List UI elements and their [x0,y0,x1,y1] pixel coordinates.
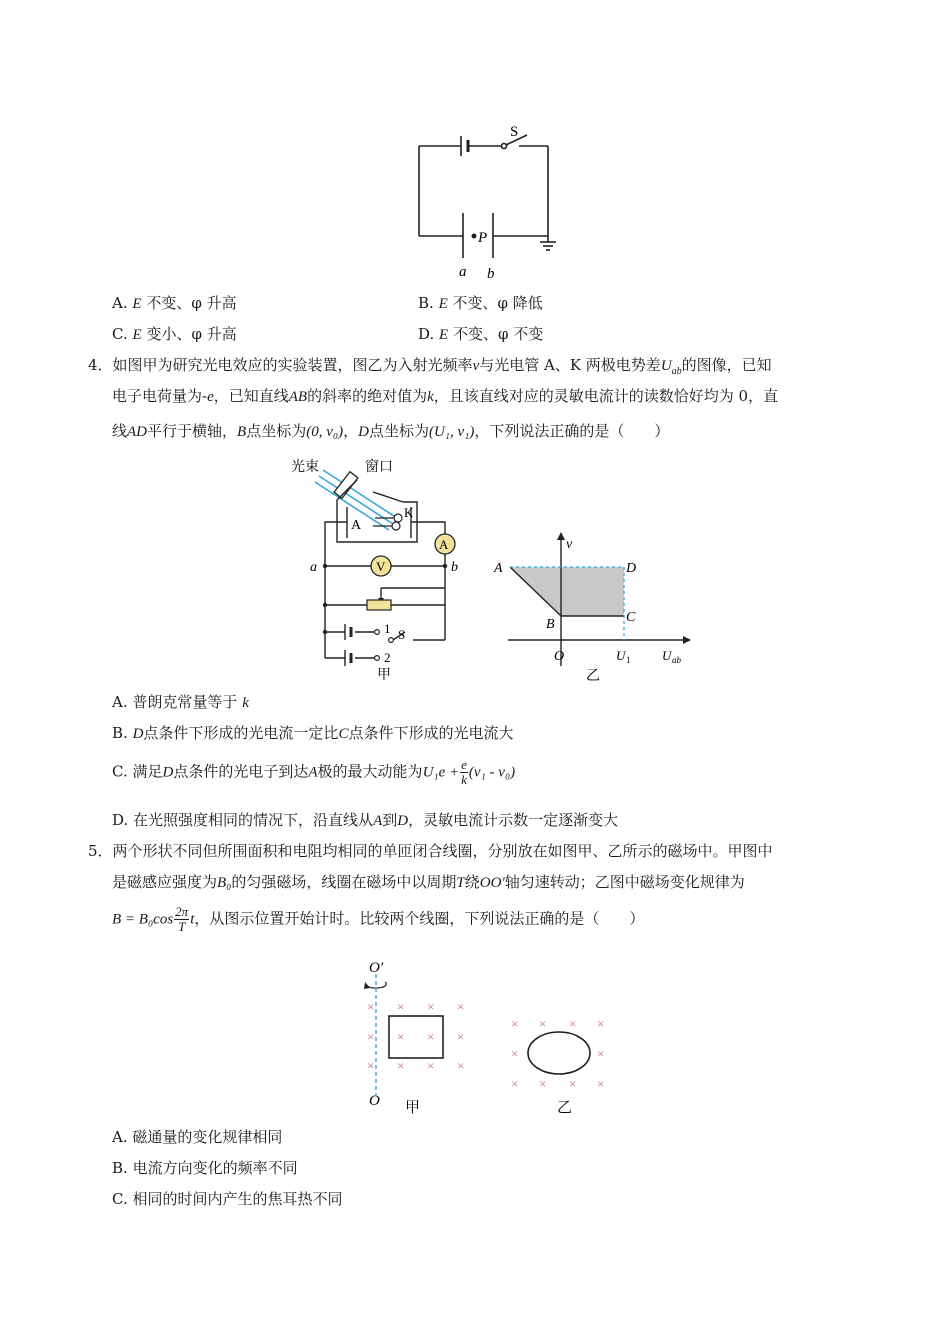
field-cross-mark: × [457,1029,465,1044]
point-label: P [478,230,488,246]
switch-pos-1: 1 [384,621,391,636]
q5-stem-line-1: 5．两个形状不同但所围面积和电阻均相同的单匝闭合线圈，分别放在如图甲、乙所示的磁场中。甲图中 [88,842,773,860]
q4-stem-line-3: 线AD平行于横轴，B点坐标为(0, ν₀)，D点坐标为(U₁, ν₁)，下列说法正确的是（ ） [112,422,670,440]
field-cross-mark: × [511,1076,519,1091]
field-cross-mark: × [539,1016,547,1031]
point-d-label: D [626,561,637,576]
ammeter-label: A [439,537,449,552]
field-cross-mark: × [511,1046,519,1061]
axis-bottom-label: O [369,1093,380,1109]
q4-option-d[interactable]: D. 在光照强度相同的情况下，沿直线从A到D，灵敏电流计示数一定逐渐变大 [112,811,619,829]
field-cross-mark: × [597,1046,605,1061]
photoelectric-apparatus-figure [285,452,475,682]
q4-option-b[interactable]: B. D点条件下形成的光电流一定比C点条件下形成的光电流大 [112,724,514,742]
node-b-label: b [451,560,458,575]
q5-stem-line-3: B = B₀cos $\frac{2\pi}{T}$ t，从图示位置开始计时。比较两个线圈，下列说法正确的是（ ） [112,904,645,934]
field-cross-mark: × [427,999,435,1014]
capacitor-circuit-figure [405,118,575,288]
field-cross-mark: × [367,999,375,1014]
axis-uab-sub: ab [672,655,681,665]
axis-nu-label: ν [566,537,573,552]
field-cross-mark: × [397,1029,405,1044]
point-c-label: C [626,610,636,625]
field-cross-mark: × [367,1029,375,1044]
q5-option-b[interactable]: B. 电流方向变化的频率不同 [112,1159,298,1177]
field-cross-mark: × [569,1016,577,1031]
light-beam-label: 光束 [291,460,319,475]
switch-s-label: S [398,627,406,642]
field-cross-mark: × [367,1058,375,1073]
field-cross-mark: × [457,999,465,1014]
figure-yi-caption-q5: 乙 [557,1100,573,1116]
point-b-label: B [546,617,555,632]
field-cross-mark: × [427,1029,435,1044]
window-label: 窗口 [365,460,393,475]
q4-stem-line-2: 电子电荷量为-e，已知直线AB的斜率的绝对值为k，且该直线对应的灵敏电流计的读数恰好均为 0，直 [112,387,779,405]
field-cross-mark: × [397,999,405,1014]
q4-option-c[interactable]: C. 满足D点条件的光电子到达A极的最大动能为U₁e + $\frac{e}{k}$ (ν₁ - ν₀) [112,757,516,787]
field-cross-mark: × [597,1076,605,1091]
switch-pos-2: 2 [384,650,391,665]
field-cross-mark: × [597,1016,605,1031]
u1-sub: 1 [626,655,631,665]
field-cross-mark: × [569,1076,577,1091]
q3-option-d[interactable]: D. E 不变、φ 不变 [418,325,544,343]
plate-a-label: a [459,264,467,280]
q5-stem-line-2: 是磁感应强度为B₀的匀强磁场，线圈在磁场中以周期T绕OO′轴匀速转动；乙图中磁场变化规律为 [112,873,745,891]
node-a-label: a [310,560,317,575]
field-cross-mark: × [511,1016,519,1031]
u1-label: U [616,648,626,663]
q5-option-a[interactable]: A. 磁通量的变化规律相同 [112,1128,283,1146]
field-cross-mark: × [427,1058,435,1073]
anode-label: A [351,518,362,533]
plate-b-label: b [487,266,495,282]
q3-option-c[interactable]: C. E 变小、φ 升高 [112,325,237,343]
origin-label: O [554,649,565,664]
q4-stem-line-1: 4．如图甲为研究光电效应的实验装置，图乙为入射光频率ν与光电管 A、K 两极电势差$U_{ab}$的图像，已知 [88,356,772,377]
figure-yi-caption: 乙 [586,669,600,682]
cathode-label: K [404,505,414,520]
q5-option-c[interactable]: C. 相同的时间内产生的焦耳热不同 [112,1190,343,1208]
field-cross-mark: × [457,1058,465,1073]
axis-top-label: O′ [369,960,384,976]
magnetic-field-coils-figure [355,952,625,1122]
voltmeter-label: V [376,559,386,574]
point-a-label: A [494,561,503,576]
nu-vs-uab-graph [488,532,698,682]
q3-option-b[interactable]: B. E 不变、φ 降低 [418,294,543,312]
field-cross-mark: × [397,1058,405,1073]
figure-jia-caption-q5: 甲 [405,1100,421,1116]
figure-jia-caption: 甲 [377,668,391,682]
q4-option-a[interactable]: A. 普朗克常量等于 k [112,693,249,711]
switch-label: S [510,124,519,140]
axis-uab-label: U [662,648,672,663]
q3-option-a[interactable]: A. E 不变、φ 升高 [112,294,237,312]
field-cross-mark: × [539,1076,547,1091]
